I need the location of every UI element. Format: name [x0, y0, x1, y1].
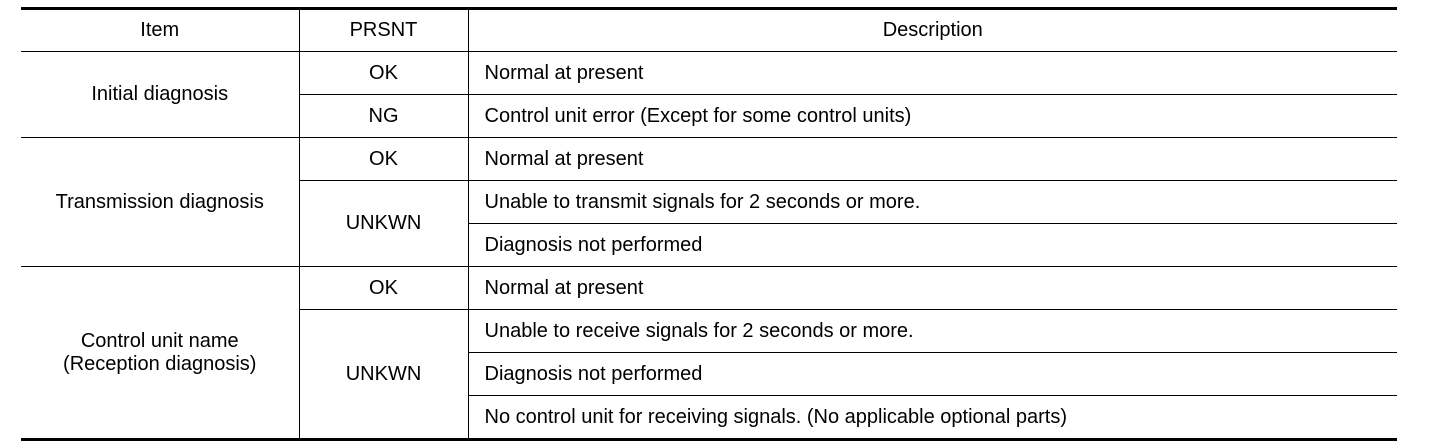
- description-cell: Normal at present: [468, 267, 1397, 310]
- item-label-sub: (Reception diagnosis): [63, 352, 257, 375]
- prsnt-cell: OK: [299, 138, 468, 181]
- description-cell: Normal at present: [468, 138, 1397, 181]
- description-cell: Diagnosis not performed: [468, 353, 1397, 396]
- item-label: Transmission diagnosis: [55, 190, 264, 213]
- header-item: Item: [21, 9, 299, 52]
- prsnt-cell: NG: [299, 95, 468, 138]
- description-cell: Normal at present: [468, 52, 1397, 95]
- header-prsnt: PRSNT: [299, 9, 468, 52]
- table-row: [21, 267, 1397, 310]
- prsnt-cell: UNKWN: [299, 181, 468, 267]
- description-cell: Unable to receive signals for 2 seconds or more.: [468, 310, 1397, 353]
- diagnosis-status-table: [21, 7, 1397, 441]
- table-header-row: [21, 9, 1397, 52]
- item-label: Initial diagnosis: [91, 83, 229, 105]
- header-description: Description: [468, 9, 1397, 52]
- description-cell: Unable to transmit signals for 2 seconds or more.: [468, 181, 1397, 224]
- prsnt-cell: UNKWN: [299, 310, 468, 440]
- description-cell: Control unit error (Except for some control units): [468, 95, 1397, 138]
- prsnt-cell: OK: [299, 267, 468, 310]
- description-cell: Diagnosis not performed: [468, 224, 1397, 267]
- item-cell-transmission-diagnosis: [21, 138, 299, 267]
- prsnt-cell: OK: [299, 52, 468, 95]
- table-row: [21, 52, 1397, 95]
- table-row: [21, 138, 1397, 181]
- item-label: Control unit name: [80, 329, 239, 352]
- description-cell: No control unit for receiving signals. (No applicable optional parts): [468, 396, 1397, 440]
- item-cell-initial-diagnosis: [21, 52, 299, 138]
- item-cell-reception-diagnosis: [21, 267, 299, 440]
